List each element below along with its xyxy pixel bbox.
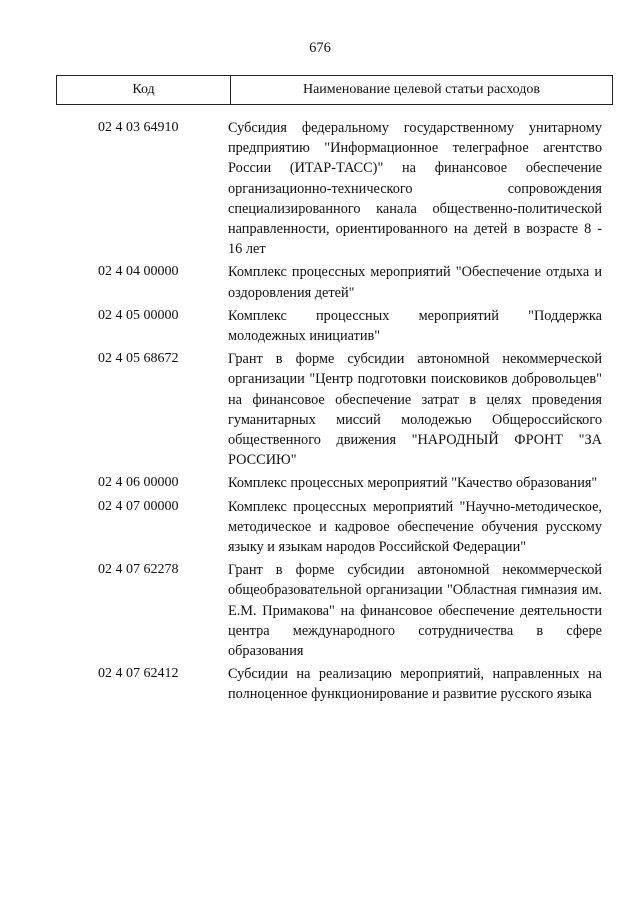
row-description: Комплекс процессных мероприятий "Качество образования"	[228, 475, 598, 492]
row-description: Грант в форме субсидии автономной некоммерческой организации "Центр подготовки поисковиков добровольцев" на финансовое обеспечение затрат в целях проведения гуманитарных миссий молодежью Общероссийского общественного движения "НАРОДНЫЙ ФРОНТ "ЗА РОССИЮ"	[228, 351, 602, 469]
row-code: 02 4 04 00000	[98, 264, 179, 280]
row-code: 02 4 07 00000	[98, 498, 179, 514]
row-description: Субсидия федеральному государственному унитарному предприятию "Информационное телеграфное агентство России (ИТАР-ТАСС)" на финансовое обеспечение организационно-технического сопровождения специализированного канала общественно-политической направленности, ориентированного на детей в возрасте 8 - 16 лет	[228, 120, 602, 258]
table-row	[0, 473, 640, 493]
row-description: Грант в форме субсидии автономной некоммерческой общеобразовательной организации "Областная гимназия им. Е.М. Примакова" на финансовое обеспечение деятельности центра международного сотрудничества в сфере образования	[228, 562, 602, 660]
table-header	[56, 75, 613, 105]
page-number: 676	[309, 40, 331, 56]
table-row	[0, 664, 640, 704]
column-header-code: Код	[57, 76, 231, 104]
table-body	[0, 118, 640, 705]
table-row	[0, 306, 640, 346]
table-row	[0, 118, 640, 259]
row-description: Комплекс процессных мероприятий "Научно-методическое, методическое и кадровое обеспечение обучения русскому языку и языкам народов Российской Федерации"	[228, 498, 602, 556]
row-description: Комплекс процессных мероприятий "Обеспечение отдыха и оздоровления детей"	[228, 264, 602, 301]
row-code: 02 4 03 64910	[98, 120, 179, 135]
row-code: 02 4 05 00000	[98, 307, 179, 323]
column-header-name: Наименование целевой статьи расходов	[302, 82, 541, 97]
table-row	[0, 560, 640, 661]
table-row	[0, 349, 640, 470]
row-code: 02 4 05 68672	[98, 351, 179, 367]
table-row	[0, 262, 640, 302]
row-code: 02 4 06 00000	[98, 475, 179, 491]
row-code: 02 4 07 62412	[98, 666, 179, 682]
row-description: Комплекс процессных мероприятий "Поддержка молодежных инициатив"	[228, 307, 602, 345]
row-code: 02 4 07 62278	[98, 562, 179, 578]
table-row	[0, 497, 640, 558]
row-description: Субсидии на реализацию мероприятий, направленных на полноценное функционирование и развитие русского языка	[228, 666, 602, 703]
